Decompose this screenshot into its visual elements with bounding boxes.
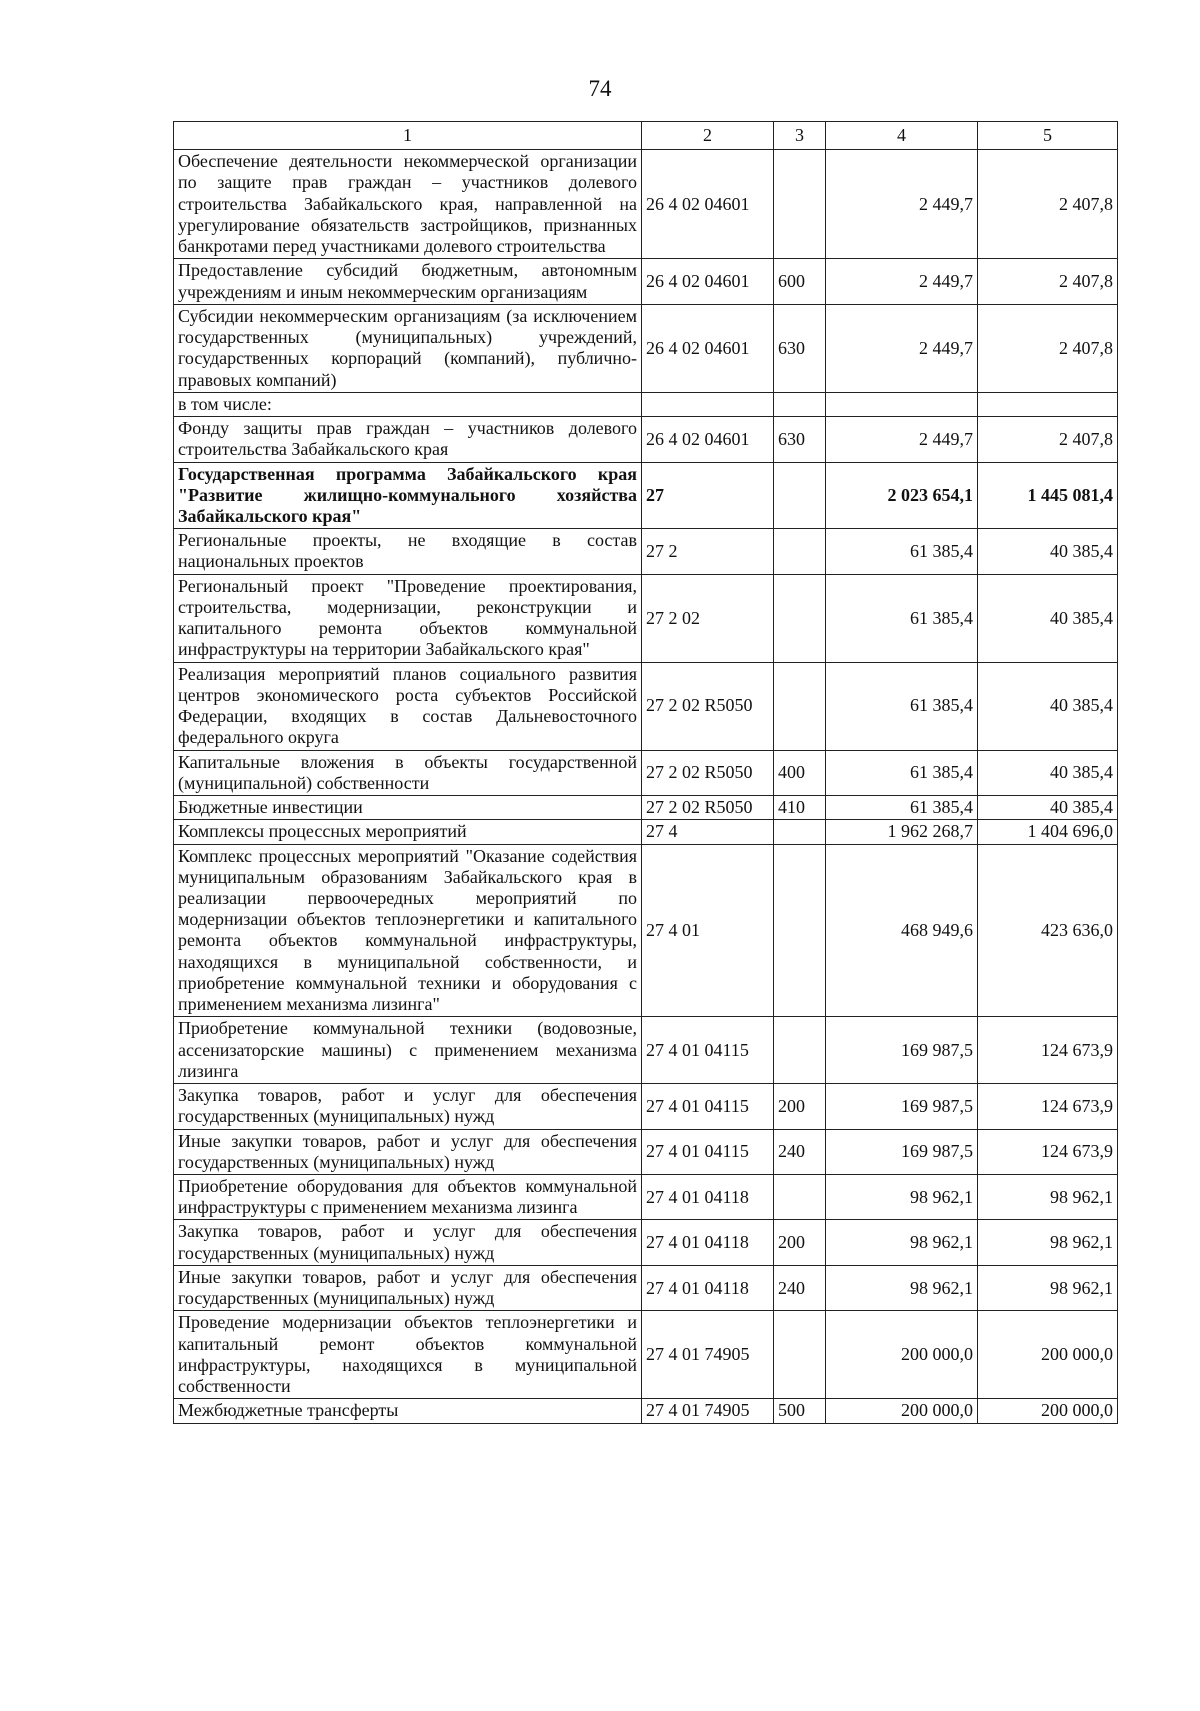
table-row — [174, 462, 1118, 529]
row-amount-1-cell: 2 449,7 — [826, 417, 978, 462]
row-code-cell — [642, 392, 774, 416]
row-code-cell: 26 4 02 04601 — [642, 304, 774, 392]
row-type-cell — [774, 1175, 826, 1220]
row-code-cell: 27 2 — [642, 529, 774, 574]
row-amount-2-cell: 423 636,0 — [978, 844, 1118, 1017]
table-row — [174, 1265, 1118, 1310]
row-type-cell: 240 — [774, 1265, 826, 1310]
row-amount-1-cell: 98 962,1 — [826, 1220, 978, 1265]
row-type-cell — [774, 574, 826, 662]
table-row — [174, 750, 1118, 795]
row-type-cell — [774, 462, 826, 529]
row-amount-2-cell: 124 673,9 — [978, 1017, 1118, 1084]
row-amount-2-cell: 124 673,9 — [978, 1129, 1118, 1174]
header-col-4: 4 — [826, 122, 978, 150]
row-type-cell: 200 — [774, 1220, 826, 1265]
row-amount-1-cell: 61 385,4 — [826, 662, 978, 750]
row-type-cell — [774, 1311, 826, 1399]
row-amount-2-cell: 1 445 081,4 — [978, 462, 1118, 529]
row-amount-2-cell: 98 962,1 — [978, 1220, 1118, 1265]
row-type-cell — [774, 844, 826, 1017]
row-name-cell: Иные закупки товаров, работ и услуг для обеспечения государственных (муниципальных) нужд — [174, 1265, 642, 1310]
row-code-cell: 26 4 02 04601 — [642, 259, 774, 304]
header-col-5: 5 — [978, 122, 1118, 150]
table-row — [174, 1311, 1118, 1399]
table-row — [174, 574, 1118, 662]
row-amount-1-cell: 468 949,6 — [826, 844, 978, 1017]
row-code-cell: 27 4 01 74905 — [642, 1399, 774, 1423]
row-amount-2-cell: 200 000,0 — [978, 1311, 1118, 1399]
row-amount-1-cell: 2 449,7 — [826, 304, 978, 392]
row-amount-2-cell: 200 000,0 — [978, 1399, 1118, 1423]
row-name-cell: Приобретение оборудования для объектов коммунальной инфраструктуры с применением механизма лизинга — [174, 1175, 642, 1220]
row-code-cell: 27 4 01 04118 — [642, 1220, 774, 1265]
row-amount-2-cell — [978, 392, 1118, 416]
row-name-cell: Капитальные вложения в объекты государственной (муниципальной) собственности — [174, 750, 642, 795]
row-code-cell: 27 4 01 74905 — [642, 1311, 774, 1399]
row-name-cell: Реализация мероприятий планов социального развития центров экономического роста субъектов Российской Федерации, входящих в состав Дальневосточного федерального округа — [174, 662, 642, 750]
row-type-cell: 400 — [774, 750, 826, 795]
row-code-cell: 27 — [642, 462, 774, 529]
row-type-cell — [774, 1017, 826, 1084]
row-type-cell: 600 — [774, 259, 826, 304]
table-row — [174, 1084, 1118, 1129]
row-amount-2-cell: 40 385,4 — [978, 662, 1118, 750]
row-type-cell — [774, 529, 826, 574]
row-amount-2-cell: 98 962,1 — [978, 1265, 1118, 1310]
budget-table — [173, 121, 1118, 1424]
row-name-cell: Региональные проекты, не входящие в состав национальных проектов — [174, 529, 642, 574]
row-type-cell — [774, 820, 826, 844]
row-type-cell: 630 — [774, 417, 826, 462]
row-name-cell: Бюджетные инвестиции — [174, 796, 642, 820]
table-row — [174, 392, 1118, 416]
header-col-2: 2 — [642, 122, 774, 150]
row-code-cell: 26 4 02 04601 — [642, 417, 774, 462]
table-row — [174, 1129, 1118, 1174]
row-amount-2-cell: 98 962,1 — [978, 1175, 1118, 1220]
page-number: 74 — [588, 76, 612, 101]
table-row — [174, 417, 1118, 462]
row-code-cell: 27 4 01 04115 — [642, 1084, 774, 1129]
row-code-cell: 26 4 02 04601 — [642, 150, 774, 259]
row-code-cell: 27 4 01 04115 — [642, 1017, 774, 1084]
row-amount-1-cell: 1 962 268,7 — [826, 820, 978, 844]
row-name-cell: Закупка товаров, работ и услуг для обеспечения государственных (муниципальных) нужд — [174, 1220, 642, 1265]
row-name-cell: Фонду защиты прав граждан – участников долевого строительства Забайкальского края — [174, 417, 642, 462]
row-amount-2-cell: 2 407,8 — [978, 150, 1118, 259]
row-amount-1-cell: 2 449,7 — [826, 150, 978, 259]
row-name-cell: Региональный проект "Проведение проектирования, строительства, модернизации, реконструкции и капитального ремонта объектов коммунальной инфраструктуры на территории Забайкальского края" — [174, 574, 642, 662]
row-amount-2-cell: 40 385,4 — [978, 529, 1118, 574]
table-row — [174, 1399, 1118, 1423]
row-amount-2-cell: 2 407,8 — [978, 304, 1118, 392]
table-body — [174, 150, 1118, 1423]
row-amount-1-cell: 2 449,7 — [826, 259, 978, 304]
row-type-cell — [774, 150, 826, 259]
table-row — [174, 796, 1118, 820]
row-name-cell: Проведение модернизации объектов теплоэнергетики и капитальный ремонт объектов коммунальной инфраструктуры, находящихся в муниципальной собственности — [174, 1311, 642, 1399]
row-amount-1-cell: 169 987,5 — [826, 1129, 978, 1174]
row-amount-1-cell: 61 385,4 — [826, 796, 978, 820]
row-code-cell: 27 4 01 04118 — [642, 1175, 774, 1220]
row-type-cell: 630 — [774, 304, 826, 392]
row-amount-1-cell: 2 023 654,1 — [826, 462, 978, 529]
table-row — [174, 304, 1118, 392]
row-amount-2-cell: 40 385,4 — [978, 574, 1118, 662]
row-amount-1-cell: 98 962,1 — [826, 1265, 978, 1310]
row-type-cell — [774, 662, 826, 750]
table-row — [174, 1017, 1118, 1084]
row-amount-2-cell: 1 404 696,0 — [978, 820, 1118, 844]
row-name-cell: Закупка товаров, работ и услуг для обеспечения государственных (муниципальных) нужд — [174, 1084, 642, 1129]
table-row — [174, 662, 1118, 750]
row-type-cell — [774, 392, 826, 416]
row-amount-1-cell — [826, 392, 978, 416]
row-amount-1-cell: 61 385,4 — [826, 529, 978, 574]
table-row — [174, 1175, 1118, 1220]
row-name-cell: в том числе: — [174, 392, 642, 416]
row-type-cell: 200 — [774, 1084, 826, 1129]
row-name-cell: Комплексы процессных мероприятий — [174, 820, 642, 844]
table-row — [174, 1220, 1118, 1265]
row-code-cell: 27 2 02 R5050 — [642, 662, 774, 750]
row-amount-1-cell: 61 385,4 — [826, 750, 978, 795]
row-code-cell: 27 4 01 04118 — [642, 1265, 774, 1310]
header-col-1: 1 — [174, 122, 642, 150]
row-amount-1-cell: 98 962,1 — [826, 1175, 978, 1220]
row-amount-2-cell: 124 673,9 — [978, 1084, 1118, 1129]
row-amount-2-cell: 2 407,8 — [978, 259, 1118, 304]
table-row — [174, 529, 1118, 574]
row-code-cell: 27 4 01 04115 — [642, 1129, 774, 1174]
row-type-cell: 410 — [774, 796, 826, 820]
row-amount-2-cell: 2 407,8 — [978, 417, 1118, 462]
table-row — [174, 150, 1118, 259]
row-type-cell: 240 — [774, 1129, 826, 1174]
row-code-cell: 27 2 02 R5050 — [642, 796, 774, 820]
table-row — [174, 844, 1118, 1017]
header-col-3: 3 — [774, 122, 826, 150]
row-amount-1-cell: 200 000,0 — [826, 1311, 978, 1399]
row-name-cell: Государственная программа Забайкальского края "Развитие жилищно-коммунального хозяйства Забайкальского края" — [174, 462, 642, 529]
row-name-cell: Приобретение коммунальной техники (водовозные, ассенизаторские машины) с применением механизма лизинга — [174, 1017, 642, 1084]
row-amount-1-cell: 169 987,5 — [826, 1017, 978, 1084]
header-row — [174, 122, 1118, 150]
row-code-cell: 27 2 02 — [642, 574, 774, 662]
row-amount-1-cell: 169 987,5 — [826, 1084, 978, 1129]
row-amount-2-cell: 40 385,4 — [978, 750, 1118, 795]
row-type-cell: 500 — [774, 1399, 826, 1423]
table-row — [174, 820, 1118, 844]
row-name-cell: Комплекс процессных мероприятий "Оказание содействия муниципальным образованиям Забайкальского края в реализации первоочередных мероприятий по модернизации объектов теплоэнергетики и капитального ремонта объектов коммунальной инфраструктуры, находящихся в муниципальной собственности, и приобретение коммунальной техники и оборудования с применением механизма лизинга" — [174, 844, 642, 1017]
row-code-cell: 27 4 — [642, 820, 774, 844]
row-code-cell: 27 4 01 — [642, 844, 774, 1017]
row-name-cell: Субсидии некоммерческим организациям (за исключением государственных (муниципальных) учреждений, государственных корпораций (компаний), публично-правовых компаний) — [174, 304, 642, 392]
row-amount-1-cell: 61 385,4 — [826, 574, 978, 662]
row-name-cell: Иные закупки товаров, работ и услуг для обеспечения государственных (муниципальных) нужд — [174, 1129, 642, 1174]
row-amount-2-cell: 40 385,4 — [978, 796, 1118, 820]
table-row — [174, 259, 1118, 304]
row-name-cell: Межбюджетные трансферты — [174, 1399, 642, 1423]
row-name-cell: Предоставление субсидий бюджетным, автономным учреждениям и иным некоммерческим организациям — [174, 259, 642, 304]
row-name-cell: Обеспечение деятельности некоммерческой организации по защите прав граждан – участников долевого строительства Забайкальского края, направленной на урегулирование обязательств застройщиков, признанных банкротами перед участниками долевого строительства — [174, 150, 642, 259]
row-amount-1-cell: 200 000,0 — [826, 1399, 978, 1423]
row-code-cell: 27 2 02 R5050 — [642, 750, 774, 795]
